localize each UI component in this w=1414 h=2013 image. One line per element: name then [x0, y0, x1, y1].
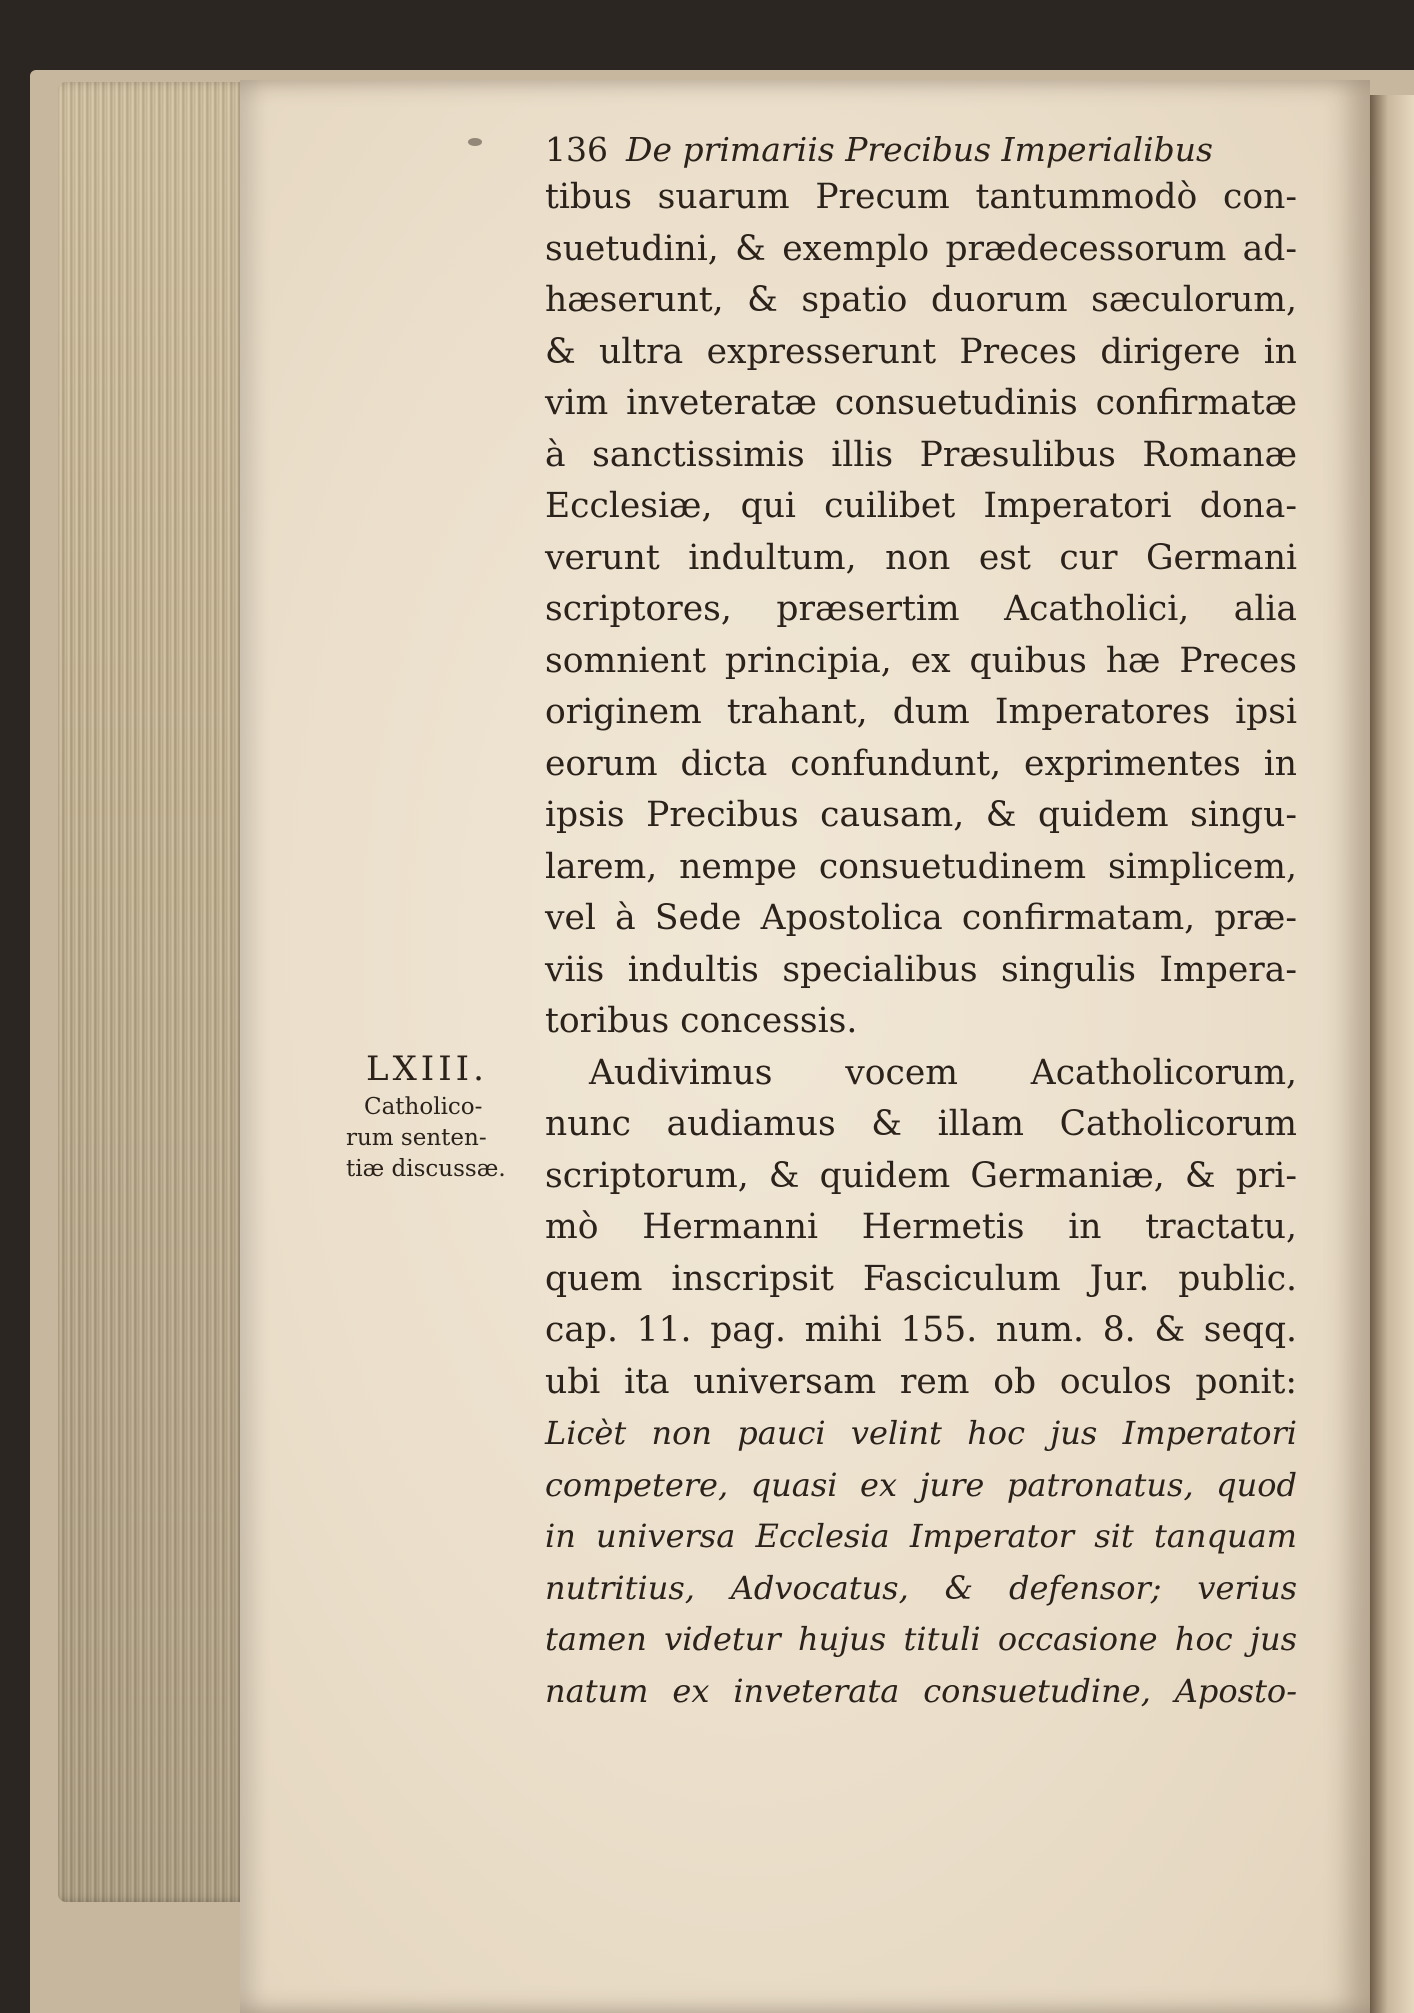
- quote-line: tamen videtur hujus tituli occasione hoc jus: [545, 1620, 1297, 1658]
- text-line: cap. 11. pag. mihi 155. num. 8. & seqq.: [545, 1310, 1297, 1350]
- text-line: mò Hermanni Hermetis in tractatu,: [545, 1207, 1297, 1247]
- text-line: ubi ita universam rem ob oculos ponit:: [545, 1361, 1297, 1402]
- page-number: 136: [545, 130, 608, 169]
- text-line: originem trahant, dum Imperatores ipsi: [545, 692, 1297, 732]
- page-text: [545, 128, 1297, 1717]
- running-title: De primariis Precibus Imperialibus: [626, 130, 1213, 169]
- text-line: viis indultis specialibus singulis Impera-: [545, 949, 1297, 990]
- text-line: Audivimus vocem Acatholicorum,: [589, 1052, 1297, 1093]
- text-line: larem, nempe consuetudinem simplicem,: [545, 846, 1297, 887]
- text-line: & ultra expresserunt Preces dirigere in: [545, 331, 1297, 372]
- text-line: ipsis Precibus causam, & quidem singu-: [545, 795, 1297, 835]
- text-line: Ecclesiæ, qui cuilibet Imperatori dona-: [545, 486, 1297, 526]
- gloss-line: tiæ discussæ.: [346, 1156, 506, 1182]
- text-line: somnient principia, ex quibus hæ Preces: [545, 640, 1297, 681]
- text-line: toribus concessis.: [545, 1001, 858, 1041]
- text-line: hæserunt, & spatio duorum sæculorum,: [545, 280, 1297, 320]
- text-line: suetudini, & exemplo prædecessorum ad-: [545, 228, 1297, 269]
- quote-line: natum ex inveterata consuetudine, Aposto-: [545, 1671, 1297, 1710]
- text-line: scriptores, præsertim Acatholici, alia: [545, 589, 1297, 629]
- text-line: vel à Sede Apostolica confirmatam, præ-: [545, 898, 1297, 938]
- text-line: nunc audiamus & illam Catholicorum: [545, 1104, 1297, 1144]
- quote-line: in universa Ecclesia Imperator sit tanquam: [545, 1517, 1297, 1555]
- text-line: eorum dicta confundunt, exprimentes in: [545, 743, 1297, 784]
- section-number: LXIII.: [366, 1049, 488, 1089]
- running-head: [545, 128, 1297, 172]
- ink-speck: [468, 138, 482, 146]
- text-line: verunt indultum, non est cur Germani: [545, 537, 1297, 578]
- text-line: à sanctissimis illis Præsulibus Romanæ: [545, 434, 1297, 475]
- text-line: vim inveteratæ consuetudinis confirmatæ: [545, 383, 1297, 423]
- text-line: scriptorum, & quidem Germaniæ, & pri-: [545, 1155, 1297, 1196]
- book-gutter: [1370, 95, 1414, 2013]
- gloss-line: Catholico-: [364, 1094, 483, 1120]
- body-text: [545, 172, 1297, 1717]
- quote-line: nutritius, Advocatus, & defensor; verius: [545, 1568, 1297, 1607]
- page-edges-shade: [58, 82, 248, 1902]
- quote-line: Licèt non pauci velint hoc jus Imperatori: [545, 1414, 1297, 1452]
- marginal-note: [346, 1046, 536, 1185]
- gloss-line: rum senten-: [346, 1125, 487, 1151]
- text-line: tibus suarum Precum tantummodò con-: [545, 177, 1297, 217]
- text-line: quem inscripsit Fasciculum Jur. public.: [545, 1258, 1297, 1299]
- quote-line: competere, quasi ex jure patronatus, quod: [545, 1465, 1297, 1504]
